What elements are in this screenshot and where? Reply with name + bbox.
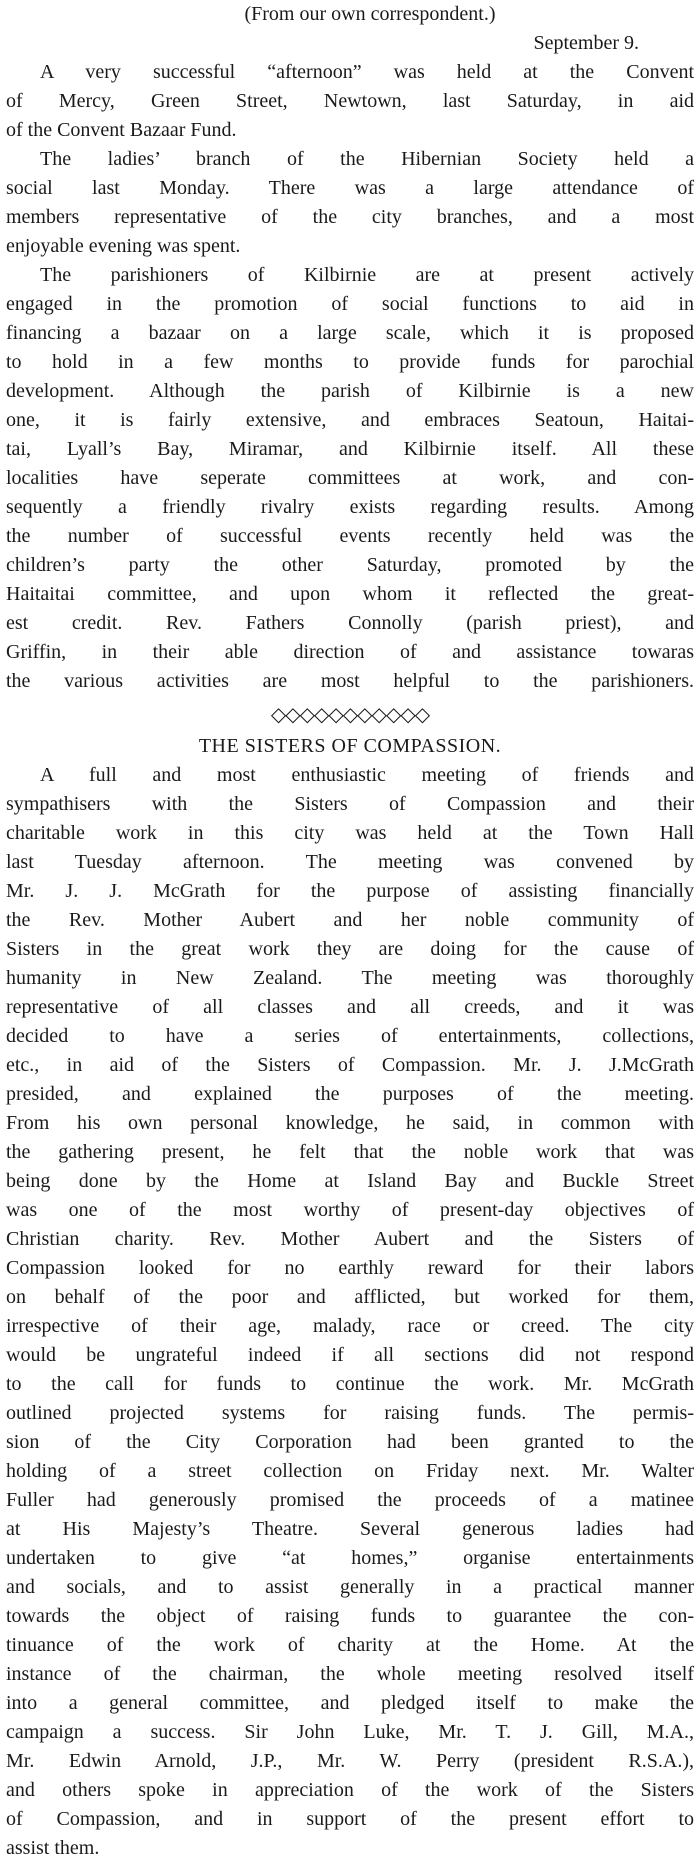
text-line: sequently a friendly rivalry exists regarding results. Among — [6, 496, 694, 518]
text-line: tai, Lyall’s Bay, Miramar, and Kilbirnie itself. All these — [6, 438, 694, 460]
text-line: est credit. Rev. Fathers Connolly (parish priest), and — [6, 612, 694, 634]
text-line: towards the object of raising funds to guarantee the con- — [6, 1605, 694, 1627]
article-body — [6, 761, 694, 1863]
text-line: instance of the chairman, the whole meeting resolved itself — [6, 1663, 694, 1685]
text-line: to hold in a few months to provide funds for parochial — [6, 351, 694, 373]
text-line: The parishioners of Kilbirnie are at present actively — [40, 264, 694, 286]
text-line: the Rev. Mother Aubert and her noble community of — [6, 909, 694, 931]
text-line: presided, and explained the purposes of the meeting. — [6, 1083, 694, 1105]
text-line: of the Convent Bazaar Fund. — [6, 119, 237, 141]
text-line: financing a bazaar on a large scale, which it is proposed — [6, 322, 694, 344]
article-body — [6, 58, 694, 696]
text-line: was one of the most worthy of present-day objectives of — [6, 1199, 694, 1221]
text-line: holding of a street collection on Friday next. Mr. Walter — [6, 1460, 694, 1482]
text-line: the gathering present, he felt that the noble work that was — [6, 1141, 694, 1163]
text-line: humanity in New Zealand. The meeting was thoroughly — [6, 967, 694, 989]
text-line: and socials, and to assist generally in a practical manner — [6, 1576, 694, 1598]
text-line: Griffin, in their able direction of and assistance towaras — [6, 641, 694, 663]
text-line: being done by the Home at Island Bay and Buckle Street — [6, 1170, 694, 1192]
text-line: of Mercy, Green Street, Newtown, last Saturday, in aid — [6, 90, 694, 112]
text-line: undertaken to give “at homes,” organise entertainments — [6, 1547, 694, 1569]
text-line: to the call for funds to continue the work. Mr. McGrath — [6, 1373, 694, 1395]
text-line: one, it is fairly extensive, and embraces Seatoun, Haitai- — [6, 409, 694, 431]
text-line: Sisters in the great work they are doing for the cause of — [6, 938, 694, 960]
text-line: into a general committee, and pledged itself to make the — [6, 1692, 694, 1714]
text-line: outlined projected systems for raising funds. The permis- — [6, 1402, 694, 1424]
text-line: and others spoke in appreciation of the work of the Sisters — [6, 1779, 694, 1801]
text-line: The ladies’ branch of the Hibernian Society held a — [40, 148, 694, 170]
text-line: last Tuesday afternoon. The meeting was convened by — [6, 851, 694, 873]
text-line: etc., in aid of the Sisters of Compassion. Mr. J. J.McGrath — [6, 1054, 694, 1076]
text-line: Mr. J. J. McGrath for the purpose of assisting financially — [6, 880, 694, 902]
text-line: A full and most enthusiastic meeting of friends and — [40, 764, 694, 786]
text-line: the various activities are most helpful to the parishioners. — [6, 670, 694, 692]
byline: (From our own correspondent.) — [244, 3, 496, 25]
text-line: children’s party the other Saturday, promoted by the — [6, 554, 694, 576]
text-line: charitable work in this city was held at the Town Hall — [6, 822, 694, 844]
text-line: tinuance of the work of charity at the Home. At the — [6, 1634, 694, 1656]
text-line: representative of all classes and all creeds, and it was — [6, 996, 694, 1018]
text-line: sion of the City Corporation had been granted to the — [6, 1431, 694, 1453]
text-line: decided to have a series of entertainments, collections, — [6, 1025, 694, 1047]
article-heading: THE SISTERS OF COMPASSION. — [198, 735, 502, 757]
text-line: sympathisers with the Sisters of Compassion and their — [6, 793, 694, 815]
text-line: enjoyable evening was spent. — [6, 235, 241, 257]
text-line: Christian charity. Rev. Mother Aubert and the Sisters of — [6, 1228, 694, 1250]
text-line: would be ungrateful indeed if all sections did not respond — [6, 1344, 694, 1366]
text-line: of Compassion, and in support of the present effort to — [6, 1808, 694, 1830]
text-line: Mr. Edwin Arnold, J.P., Mr. W. Perry (president R.S.A.), — [6, 1750, 694, 1772]
text-line: the number of successful events recently held was the — [6, 525, 694, 547]
text-line: irrespective of their age, malady, race or creed. The city — [6, 1315, 694, 1337]
text-line: development. Although the parish of Kilbirnie is a new — [6, 380, 694, 402]
text-line: Haitaitai committee, and upon whom it reflected the great- — [6, 583, 694, 605]
text-line: Compassion looked for no earthly reward for their labors — [6, 1257, 694, 1279]
text-line: campaign a success. Sir John Luke, Mr. T. J. Gill, M.A., — [6, 1721, 694, 1743]
text-line: on behalf of the poor and afflicted, but worked for them, — [6, 1286, 694, 1308]
text-line: assist them. — [6, 1837, 100, 1859]
text-line: engaged in the promotion of social functions to aid in — [6, 293, 694, 315]
text-line: Fuller had generously promised the proceeds of a matinee — [6, 1489, 694, 1511]
section-divider-ornament: ◇◇◇◇◇◇◇◇◇◇◇ — [270, 704, 430, 726]
text-line: From his own personal knowledge, he said, in common with — [6, 1112, 694, 1134]
text-line: A very successful “afternoon” was held at the Convent — [40, 61, 694, 83]
text-line: social last Monday. There was a large attendance of — [6, 177, 694, 199]
text-line: at His Majesty’s Theatre. Several generous ladies had — [6, 1518, 694, 1540]
dateline: September 9. — [533, 32, 639, 54]
text-line: localities have seperate committees at work, and con- — [6, 467, 694, 489]
text-line: members representative of the city branches, and a most — [6, 206, 694, 228]
